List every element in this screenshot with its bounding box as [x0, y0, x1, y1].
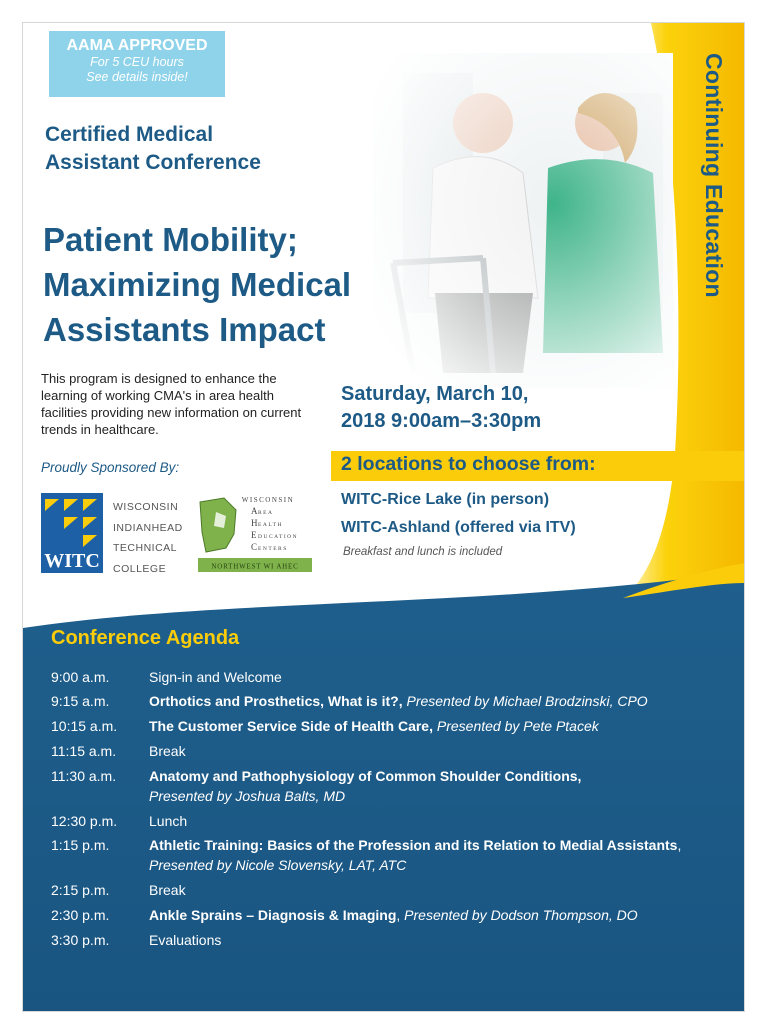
- sponsor-label: Proudly Sponsored By:: [41, 460, 180, 475]
- agenda-item: [51, 880, 711, 900]
- session-text: ,: [677, 837, 682, 853]
- agenda-title: Conference Agenda: [51, 627, 240, 649]
- agenda-description: [149, 766, 711, 806]
- svg-text:REA: REA: [258, 510, 274, 516]
- agenda-item: [51, 741, 711, 761]
- session-presenter: Presented by Dodson Thompson, DO: [400, 907, 638, 923]
- badge-details-note: See details inside!: [86, 70, 188, 84]
- agenda-description: [149, 811, 711, 831]
- ahec-logo: [196, 492, 314, 574]
- session-text: Break: [149, 743, 186, 759]
- svg-text:WISCONSIN: WISCONSIN: [241, 496, 295, 504]
- session-text: Break: [149, 882, 186, 898]
- agenda-time: 11:30 a.m.: [51, 768, 117, 784]
- agenda-item: [51, 905, 711, 925]
- continuing-education-label: Continuing Education: [701, 53, 727, 298]
- svg-text:C: C: [251, 542, 258, 552]
- aama-approved-badge: [49, 31, 225, 97]
- session-title: Athletic Training: Basics of the Profession and its Relation to Medial Assistants: [149, 837, 678, 853]
- conference-name: Certified Medical Assistant Conference: [45, 123, 261, 174]
- witc-logo-text: WITC: [44, 550, 100, 572]
- agenda-time: 9:00 a.m.: [51, 669, 110, 685]
- location-rice-lake: WITC-Rice Lake (in person): [341, 491, 550, 508]
- agenda-item: [51, 811, 711, 831]
- locations-header-bar: [331, 451, 745, 481]
- agenda-description: [149, 667, 711, 687]
- agenda-item: [51, 766, 711, 806]
- session-presenter: Presented by Nicole Slovensky, LAT, ATC: [149, 857, 407, 873]
- agenda-time: 2:15 p.m.: [51, 882, 110, 898]
- flyer-page: [22, 22, 745, 1012]
- meal-note: Breakfast and lunch is included: [343, 546, 503, 558]
- agenda-item: [51, 835, 711, 875]
- location-ashland: WITC-Ashland (offered via ITV): [341, 519, 576, 536]
- agenda-description: [149, 741, 711, 761]
- agenda-description: [149, 880, 711, 900]
- agenda-time: 10:15 a.m.: [51, 718, 118, 734]
- svg-text:A: A: [251, 506, 258, 516]
- agenda-time: 9:15 a.m.: [51, 693, 110, 709]
- witc-name: WISCONSIN INDIANHEAD TECHNICAL COLLEGE: [113, 501, 183, 575]
- badge-title: AAMA APPROVED: [66, 37, 208, 54]
- agenda-time: 11:15 a.m.: [51, 743, 117, 759]
- session-title: Orthotics and Prosthetics, What is it?,: [149, 693, 403, 709]
- agenda-time: 12:30 p.m.: [51, 813, 118, 829]
- session-text: Evaluations: [149, 932, 222, 948]
- session-title: Ankle Sprains – Diagnosis & Imaging: [149, 907, 397, 923]
- main-title: Patient Mobility; Maximizing Medical Assistants Impact: [43, 221, 352, 348]
- svg-text:H: H: [251, 518, 258, 528]
- agenda-list: [51, 667, 711, 950]
- session-presenter: Presented by Joshua Balts, MD: [149, 788, 346, 804]
- agenda-item: [51, 691, 711, 711]
- agenda-item: [51, 716, 711, 736]
- locations-header: 2 locations to choose from:: [341, 453, 596, 475]
- event-date: Saturday, March 10, 2018 9:00am–3:30pm: [341, 383, 542, 432]
- session-presenter: Presented by Michael Brodzinski, CPO: [402, 693, 648, 709]
- agenda-description: [149, 930, 711, 950]
- agenda-item: [51, 930, 711, 950]
- session-presenter: Presented by Pete Ptacek: [432, 718, 599, 734]
- svg-text:NORTHWEST WI AHEC: NORTHWEST WI AHEC: [211, 562, 299, 571]
- agenda-description: [149, 835, 711, 875]
- agenda-description: [149, 691, 711, 711]
- session-title: The Customer Service Side of Health Care,: [149, 718, 433, 734]
- badge-ceu-hours: For 5 CEU hours: [90, 55, 184, 69]
- svg-text:ENTERS: ENTERS: [258, 546, 288, 552]
- svg-text:DUCATION: DUCATION: [258, 534, 299, 540]
- session-title: Anatomy and Pathophysiology of Common Shoulder Conditions,: [149, 768, 582, 784]
- agenda-time: 3:30 p.m.: [51, 932, 110, 948]
- session-text: Sign-in and Welcome: [149, 669, 282, 685]
- agenda-description: [149, 905, 711, 925]
- program-description: This program is designed to enhance the learning of working CMA's in area health facilities providing new information on current trends in healthcare.: [41, 371, 302, 437]
- agenda-description: [149, 716, 711, 736]
- session-text: ,: [396, 907, 401, 923]
- agenda-time: 2:30 p.m.: [51, 907, 110, 923]
- svg-text:EALTH: EALTH: [258, 522, 284, 528]
- witc-logo: [41, 493, 103, 573]
- session-text: Lunch: [149, 813, 188, 829]
- svg-text:E: E: [251, 530, 257, 540]
- agenda-item: [51, 667, 711, 687]
- agenda-time: 1:15 p.m.: [51, 837, 110, 853]
